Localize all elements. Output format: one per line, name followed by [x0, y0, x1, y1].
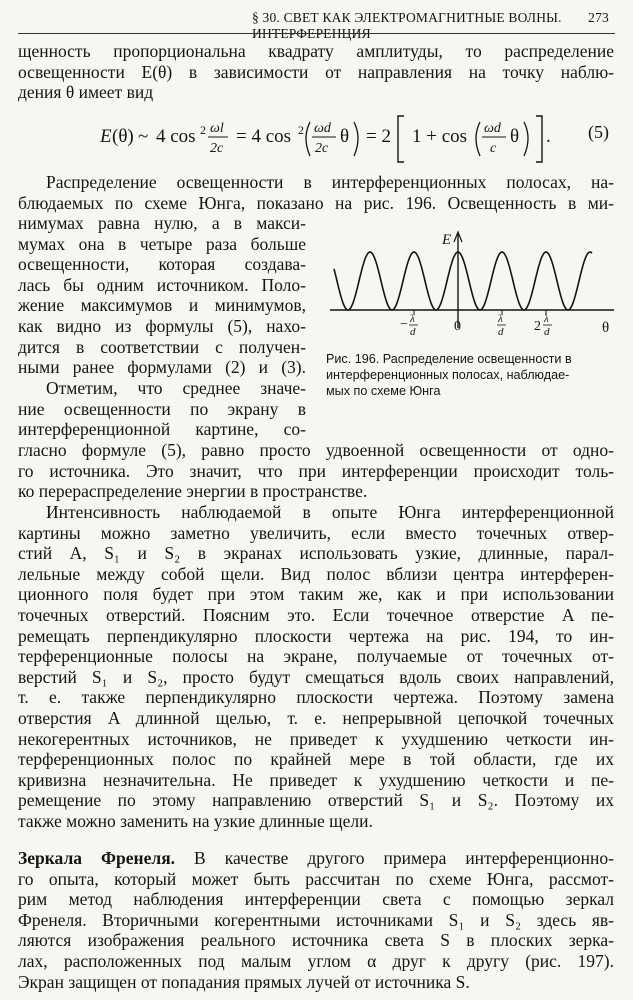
svg-text:c: c — [490, 141, 497, 156]
svg-text:2: 2 — [298, 123, 304, 137]
text-line: ние освещенности по экрану в — [18, 398, 306, 419]
text-line: ко перераспределение энергии в пространстве. — [18, 481, 368, 502]
section-heading: Зеркала Френеля. — [18, 848, 176, 868]
text-line: ремещать перпендикулярно плоскости чертежа на рис. 194, то ин- — [18, 625, 614, 646]
text-line: терференционных полос по крайней мере в той области, где их — [18, 749, 614, 770]
text-line: блюдаемых по схеме Юнга, показано на рис. 196. Освещенность в ми- — [18, 192, 614, 213]
running-title: § 30. СВЕТ КАК ЭЛЕКТРОМАГНИТНЫЕ ВОЛНЫ. ИНТЕРФЕРЕНЦИЯ — [252, 10, 562, 41]
axis-x-label: θ — [602, 320, 610, 336]
svg-text:2c: 2c — [315, 141, 329, 156]
equation-5 — [100, 108, 570, 168]
text-line: как видно из формулы (5), нахо- — [18, 315, 306, 336]
text-line: Интенсивность наблюдаемой в опыте Юнга интерференционной — [46, 502, 614, 522]
equation-number: (5) — [588, 122, 609, 142]
text-line: кривизна незначительна. Не приведет к ухудшению четкости и пе- — [18, 769, 614, 790]
paragraph-average-narrow — [18, 378, 306, 440]
svg-text:λ: λ — [544, 313, 549, 325]
text-line: нимумах равна нулю, а в макси- — [18, 213, 306, 233]
svg-text:~: ~ — [138, 126, 149, 147]
text-line: го источника. Это значит, что при интерференции происходит толь- — [18, 460, 614, 481]
svg-text:(θ): (θ) — [112, 126, 134, 147]
text-line: стий A, S₁ и S₂ в экранах использовать узкие, длинные, парал- — [18, 543, 614, 564]
text-line: Распределение освещенности в интерференционных полосах, на- — [46, 172, 614, 192]
text-line: освещенности, которая создава- — [18, 254, 306, 275]
equation-graphic — [100, 108, 570, 168]
text-line: некогерентных источников, не приведет к ухудшению четкости ин- — [18, 728, 614, 749]
interference-plot — [312, 228, 622, 358]
intro-paragraph — [18, 41, 614, 103]
paragraph-average — [18, 440, 614, 502]
svg-text:d: d — [544, 326, 550, 338]
caption-line: интерференционных полосах, наблюдае- — [326, 367, 570, 382]
running-header — [0, 8, 633, 41]
svg-text:d: d — [410, 326, 416, 338]
svg-text:.: . — [546, 126, 551, 147]
text-line: освещенности E(θ) в зависимости от направления на точку наблю- — [18, 61, 614, 82]
svg-text:4 cos: 4 cos — [156, 126, 196, 147]
paragraph-slits — [18, 502, 614, 832]
text-line: ремещение по этому направлению отверстий S₁ и S₂. Поэтому их — [18, 790, 614, 811]
text-line: го опыта, который может быть рассчитан по схеме Юнга, рассмот- — [18, 868, 614, 889]
paragraph-distribution — [18, 172, 614, 213]
section-fresnel-mirrors — [18, 848, 614, 992]
paragraph-distribution-narrow — [18, 213, 306, 378]
svg-text:−: − — [400, 317, 408, 332]
text-line: мумах она в четыре раза больше — [18, 233, 306, 254]
svg-text:ωd: ωd — [314, 121, 331, 136]
svg-text:2: 2 — [534, 319, 541, 334]
text-line: терференционные полосы на экране, получаемые от точечных от- — [18, 646, 614, 667]
svg-text:θ: θ — [510, 126, 520, 147]
text-line: Френеля. Вторичными когерентными источниками S₁ и S₂ здесь яв- — [18, 909, 614, 930]
text-line: дится в соответствии с получен- — [18, 336, 306, 357]
figure-196 — [312, 228, 622, 358]
header-rule — [18, 33, 615, 34]
svg-text:λ: λ — [410, 313, 415, 325]
text-line: т. е. также перпендикулярно плоскости чертежа. Поэтому замена — [18, 687, 614, 708]
text-line: жение максимумов и минимумов, — [18, 295, 306, 316]
svg-text:ωd: ωd — [484, 121, 501, 136]
text-line: точечных отверстий. Поясним это. Если точечное отверстие A пе- — [18, 604, 614, 625]
svg-text:ωl: ωl — [210, 121, 224, 136]
text-line: интерференционной картине, со- — [18, 419, 306, 440]
text-line: ляются изображения реального источника света S в плоских зерка- — [18, 930, 614, 951]
figure-caption — [326, 352, 616, 399]
svg-text:2: 2 — [200, 123, 206, 137]
axis-y-label: E — [442, 232, 452, 248]
svg-text:λ: λ — [498, 313, 503, 325]
svg-text:E: E — [100, 126, 112, 147]
text-line — [18, 848, 614, 869]
text-line: лельные между собой щели. Вид полос вблизи центра интерферен- — [18, 563, 614, 584]
caption-line: Рис. 196. Распределение освещенности в — [326, 352, 572, 366]
caption-line: мых по схеме Юнга — [326, 383, 441, 398]
svg-text:= 4 cos: = 4 cos — [236, 126, 292, 147]
text-line: дения θ имеет вид — [18, 82, 154, 103]
text-line: картины можно заметно увеличить, если вместо точечных отвер- — [18, 522, 614, 543]
text-line: лась бы одним источником. Поло- — [18, 274, 306, 295]
text-line: верстий S₁ и S₂, просто будут смещаться вдоль своих направлений, — [18, 666, 614, 687]
text-line: гласно формуле (5), равно просто удвоенной освещенности от одно- — [18, 440, 614, 460]
text-line: Экран защищен от попадания прямых лучей от источника S. — [18, 971, 470, 992]
text-line: Отметим, что среднее значе- — [46, 378, 306, 398]
text-line: также можно заменить на узкие длинные щели. — [18, 810, 373, 831]
page-number: 273 — [588, 10, 609, 25]
svg-text:= 2: = 2 — [366, 126, 391, 147]
svg-text:1 + cos: 1 + cos — [412, 126, 468, 147]
text-line: ционного поля будет при этом таким же, как и при использовании — [18, 584, 614, 605]
section-first-line: В качестве другого примера интерференционно- — [175, 848, 614, 868]
text-line: отверстия A длинной щелью, т. е. непрерывной цепочкой точечных — [18, 707, 614, 728]
svg-text:d: d — [498, 326, 504, 338]
text-line: щенность пропорциональна квадрату амплитуды, то распределение — [18, 41, 614, 61]
svg-text:θ: θ — [340, 126, 350, 147]
tick-label-zero: 0 — [454, 319, 461, 334]
text-line: лах, расположенных под малым углом α друг к другу (рис. 197). — [18, 950, 614, 971]
text-line: рим метод наблюдения интерференции света с помощью зеркал — [18, 889, 614, 910]
text-line: ными ранее формулами (2) и (3). — [18, 357, 306, 378]
svg-text:2c: 2c — [210, 141, 224, 156]
